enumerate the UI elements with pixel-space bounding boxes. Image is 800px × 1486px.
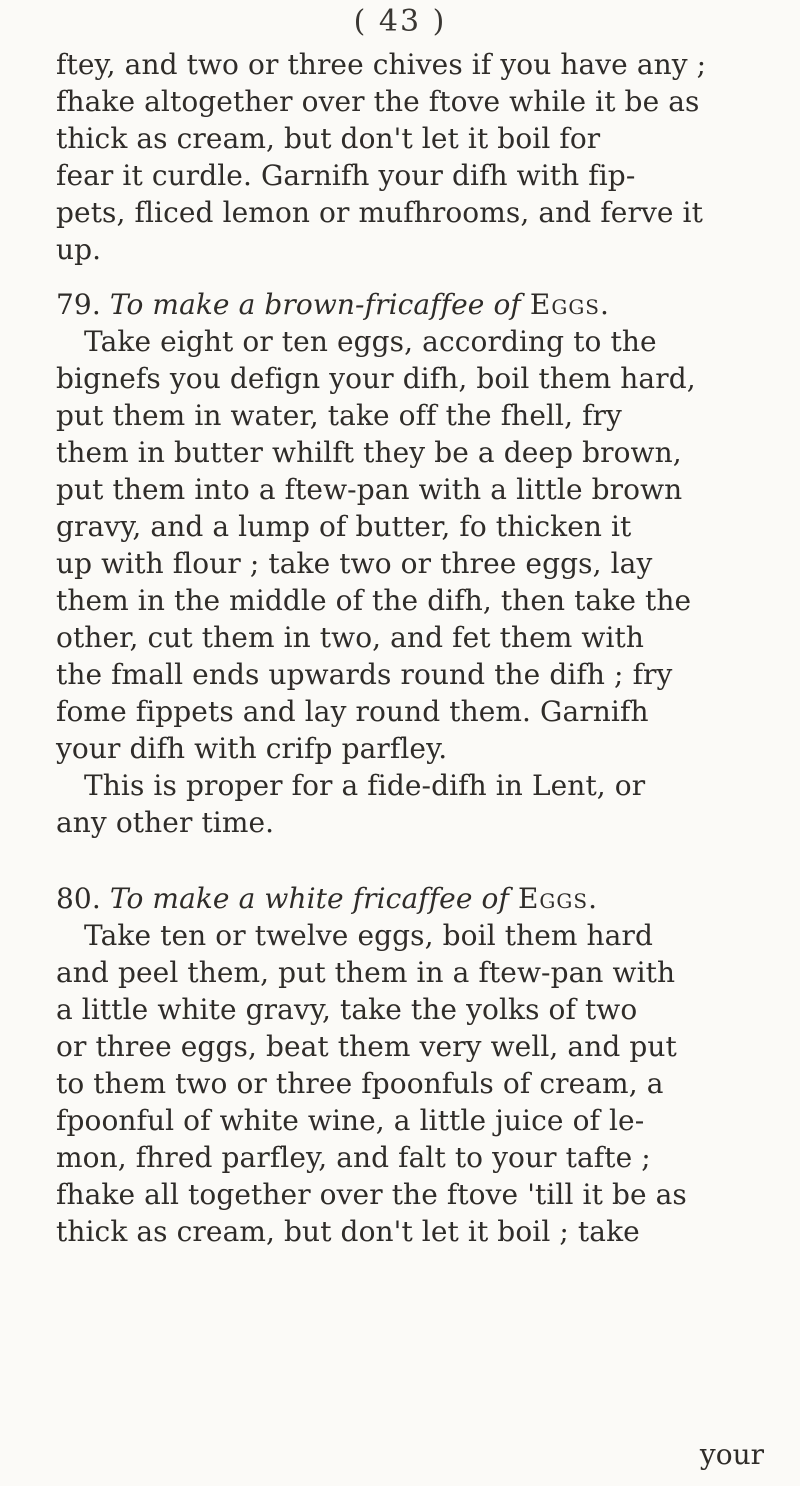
text-line: a little white gravy, take the yolks of two (56, 993, 638, 1026)
recipe-80 (56, 880, 776, 1250)
recipe-title: To make a brown-fricaffee of (109, 288, 521, 321)
text-line: any other time. (56, 806, 275, 839)
text-line: fhake altogether over the ftove while it be as (56, 85, 700, 118)
text-line: pets, fliced lemon or mufhrooms, and ferve it (56, 196, 703, 229)
recipe-heading (56, 880, 776, 917)
text-line: fome fippets and lay round them. Garnifh (56, 695, 649, 728)
text-line: Take ten or twelve eggs, boil them hard (84, 919, 653, 952)
text-line: mon, fhred parfley, and falt to your tafte ; (56, 1141, 651, 1174)
text-line: Take eight or ten eggs, according to the (84, 325, 657, 358)
text-line: ftey, and two or three chives if you have any ; (56, 48, 707, 81)
catchword: your (699, 1438, 764, 1471)
text-line: fear it curdle. Garnifh your difh with fip- (56, 159, 636, 192)
text-line: them in butter whilft they be a deep brown, (56, 436, 682, 469)
text-line: or three eggs, beat them very well, and put (56, 1030, 677, 1063)
text-line: put them into a ftew-pan with a little brown (56, 473, 683, 506)
text-line: thick as cream, but don't let it boil for (56, 122, 601, 155)
recipe-heading (56, 286, 776, 323)
continuation-paragraph (56, 46, 776, 268)
text-line: up. (56, 233, 102, 266)
recipe-79 (56, 286, 776, 841)
page-number: ( 43 ) (353, 4, 447, 39)
recipe-title-caps: Eggs. (517, 882, 598, 915)
text-line: your difh with crifp parfley. (56, 732, 448, 765)
recipe-number: 79. (56, 288, 101, 321)
recipe-title: To make a white fricaffee of (109, 882, 509, 915)
text-line: to them two or three fpoonfuls of cream, a (56, 1067, 664, 1100)
text-line: put them in water, take off the fhell, fry (56, 399, 622, 432)
text-line: thick as cream, but don't let it boil ; take (56, 1215, 640, 1248)
text-line: other, cut them in two, and fet them with (56, 621, 645, 654)
text-line: the fmall ends upwards round the difh ; fry (56, 658, 673, 691)
text-line: up with flour ; take two or three eggs, lay (56, 547, 653, 580)
text-line: bignefs you defign your difh, boil them hard, (56, 362, 696, 395)
recipe-title-caps: Eggs. (529, 288, 610, 321)
text-line: This is proper for a fide-difh in Lent, or (84, 769, 646, 802)
text-line: gravy, and a lump of butter, fo thicken it (56, 510, 632, 543)
text-line: and peel them, put them in a ftew-pan with (56, 956, 676, 989)
text-line: fhake all together over the ftove 'till it be as (56, 1178, 687, 1211)
text-line: them in the middle of the difh, then take the (56, 584, 692, 617)
recipe-number: 80. (56, 882, 101, 915)
text-line: fpoonful of white wine, a little juice of le- (56, 1104, 645, 1137)
